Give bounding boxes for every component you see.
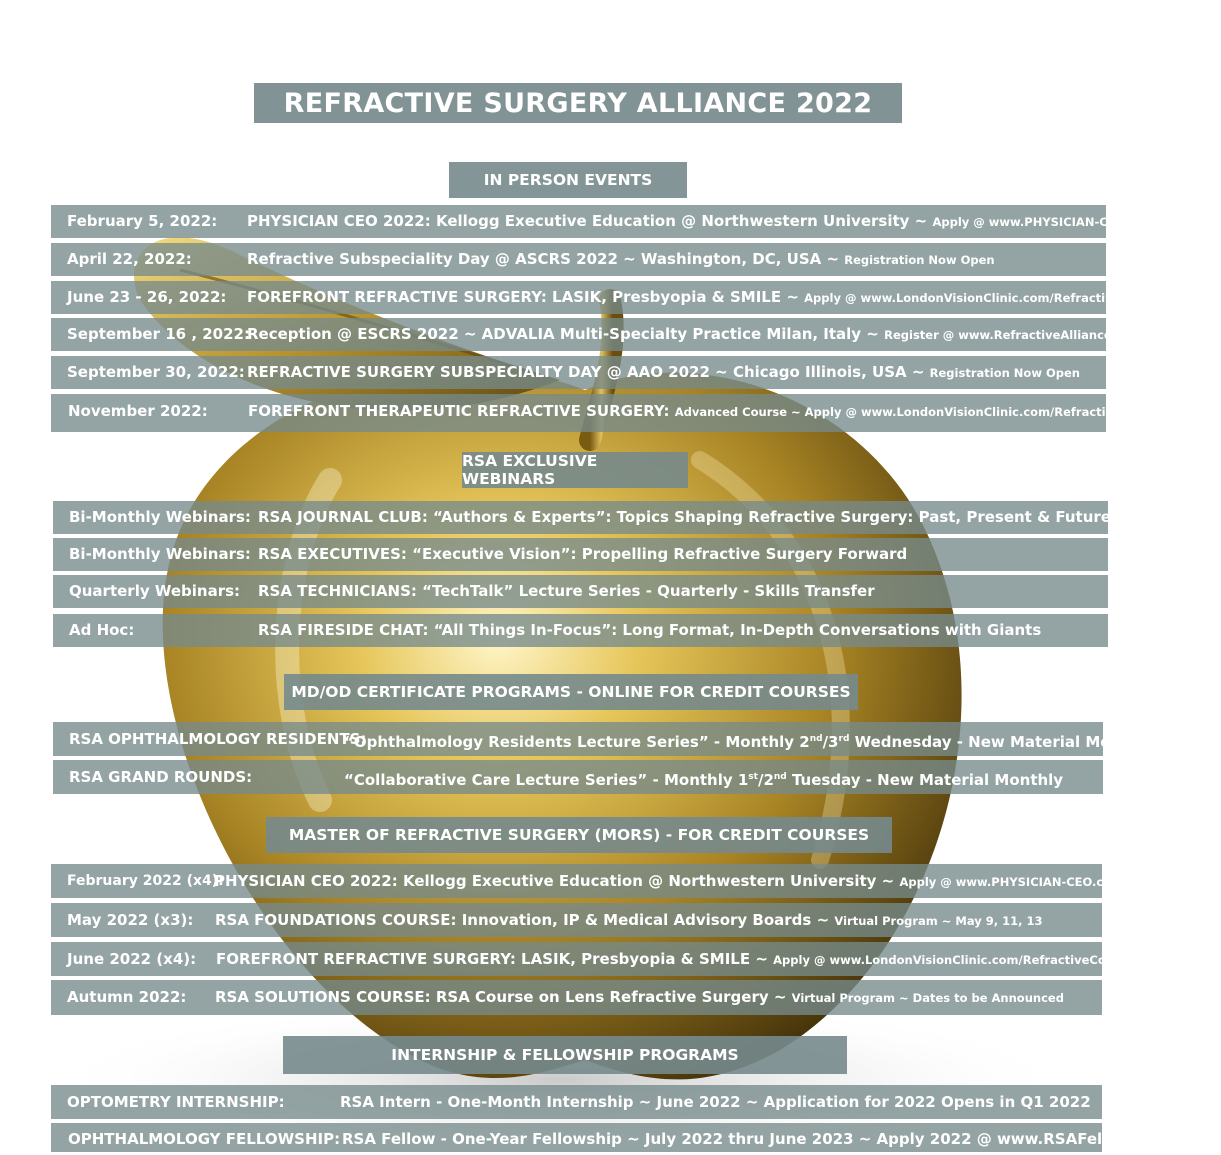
course-row (51, 903, 1102, 937)
event-date: September 30, 2022: (67, 363, 245, 381)
webinar-description: RSA JOURNAL CLUB: “Authors & Experts”: Topics Shaping Refractive Surgery: Past, Present & Future (258, 508, 1111, 526)
program-name: RSA OPHTHALMOLOGY RESIDENTS: (69, 730, 367, 748)
section-header-certificate: MD/OD CERTIFICATE PROGRAMS - ONLINE FOR CREDIT COURSES (284, 674, 858, 710)
webinar-description: RSA FIRESIDE CHAT: “All Things In-Focus”: Long Format, In-Depth Conversations with Giants (258, 621, 1042, 639)
event-row (51, 281, 1166, 314)
program-type: OPTOMETRY INTERNSHIP: (67, 1093, 285, 1111)
course-description: PHYSICIAN CEO 2022: Kellogg Executive Education @ Northwestern University ~ Apply @ www.PHYSICIAN-CEO.com (214, 872, 1124, 890)
course-date: May 2022 (x3): (67, 911, 194, 929)
program-description: RSA Fellow - One-Year Fellowship ~ July 2022 thru June 2023 ~ Apply 2022 @ www.RSAFellow.com (342, 1130, 1172, 1148)
webinar-description: RSA EXECUTIVES: “Executive Vision”: Propelling Refractive Surgery Forward (258, 545, 908, 563)
event-date: April 22, 2022: (67, 250, 192, 268)
event-description: REFRACTIVE SURGERY SUBSPECIALTY DAY @ AAO 2022 ~ Chicago Illinois, USA ~ Registration Now Open (247, 363, 1080, 381)
webinar-frequency: Ad Hoc: (69, 621, 135, 639)
event-date: June 23 - 26, 2022: (67, 288, 227, 306)
event-row (51, 205, 1157, 238)
course-date: Autumn 2022: (67, 988, 187, 1006)
webinar-row (53, 501, 1111, 534)
webinar-row (53, 538, 1108, 571)
event-date: September 16 , 2022: (67, 325, 250, 343)
event-description: FOREFRONT REFRACTIVE SURGERY: LASIK, Presbyopia & SMILE ~ Apply @ www.LondonVisionClinic.com/RefractiveCourse (247, 288, 1166, 306)
program-description: RSA Intern - One-Month Internship ~ June 2022 ~ Application for 2022 Opens in Q1 2022 (340, 1093, 1091, 1111)
event-date: November 2022: (68, 402, 208, 420)
event-description: FOREFRONT THERAPEUTIC REFRACTIVE SURGERY: Advanced Course ~ Apply @ www.LondonVisionClinic.com/RefractiveCourse (248, 402, 1166, 420)
course-description: FOREFRONT REFRACTIVE SURGERY: LASIK, Presbyopia & SMILE ~ Apply @ www.LondonVisionClinic.com/RefractiveCourse (216, 950, 1135, 968)
program-description: “Collaborative Care Lecture Series” - Monthly 1st/2nd Tuesday - New Material Monthly (344, 771, 1064, 789)
webinar-row (53, 614, 1108, 647)
program-description: “Ophthalmology Residents Lecture Series” - Monthly 2nd/3rd Wednesday - New Material Monthly (344, 733, 1155, 751)
program-row (51, 1123, 1172, 1152)
event-date: February 5, 2022: (67, 212, 218, 230)
course-row (51, 942, 1135, 976)
course-row (51, 980, 1102, 1015)
webinar-frequency: Bi-Monthly Webinars: (69, 545, 251, 563)
section-header-webinars: RSA EXCLUSIVE WEBINARS (462, 452, 688, 488)
course-description: RSA SOLUTIONS COURSE: RSA Course on Lens Refractive Surgery ~ Virtual Program ~ Dates to be Announced (215, 988, 1064, 1006)
program-type: OPHTHALMOLOGY FELLOWSHIP: (68, 1130, 341, 1148)
event-row (51, 356, 1106, 389)
webinar-description: RSA TECHNICIANS: “TechTalk” Lecture Series - Quarterly - Skills Transfer (258, 582, 875, 600)
webinar-row (53, 575, 1108, 608)
event-description: Refractive Subspeciality Day @ ASCRS 2022 ~ Washington, DC, USA ~ Registration Now Open (247, 250, 995, 268)
course-row (51, 864, 1124, 898)
program-name: RSA GRAND ROUNDS: (69, 768, 253, 786)
course-description: RSA FOUNDATIONS COURSE: Innovation, IP & Medical Advisory Boards ~ Virtual Program ~ May 9, 11, 13 (215, 911, 1043, 929)
event-description: Reception @ ESCRS 2022 ~ ADVALIA Multi-Specialty Practice Milan, Italy ~ Register @ www.RefractiveAlliance.com/ESCRS2022 (247, 325, 1221, 343)
section-header-mors: MASTER OF REFRACTIVE SURGERY (MORS) - FOR CREDIT COURSES (266, 817, 892, 853)
section-header-internship: INTERNSHIP & FELLOWSHIP PROGRAMS (283, 1036, 847, 1074)
webinar-frequency: Bi-Monthly Webinars: (69, 508, 251, 526)
page-title: REFRACTIVE SURGERY ALLIANCE 2022 (254, 83, 902, 123)
course-date: June 2022 (x4): (67, 950, 197, 968)
event-description: PHYSICIAN CEO 2022: Kellogg Executive Education @ Northwestern University ~ Apply @ www.PHYSICIAN-CEO.com (247, 212, 1157, 230)
course-date: February 2022 (x4): (67, 873, 224, 889)
webinar-frequency: Quarterly Webinars: (69, 582, 241, 600)
section-header-in-person: IN PERSON EVENTS (449, 162, 687, 198)
event-row (51, 394, 1166, 432)
event-row (51, 318, 1221, 351)
program-row (51, 1085, 1102, 1119)
event-row (51, 243, 1106, 276)
certificate-row (53, 722, 1155, 756)
certificate-row (53, 760, 1103, 794)
